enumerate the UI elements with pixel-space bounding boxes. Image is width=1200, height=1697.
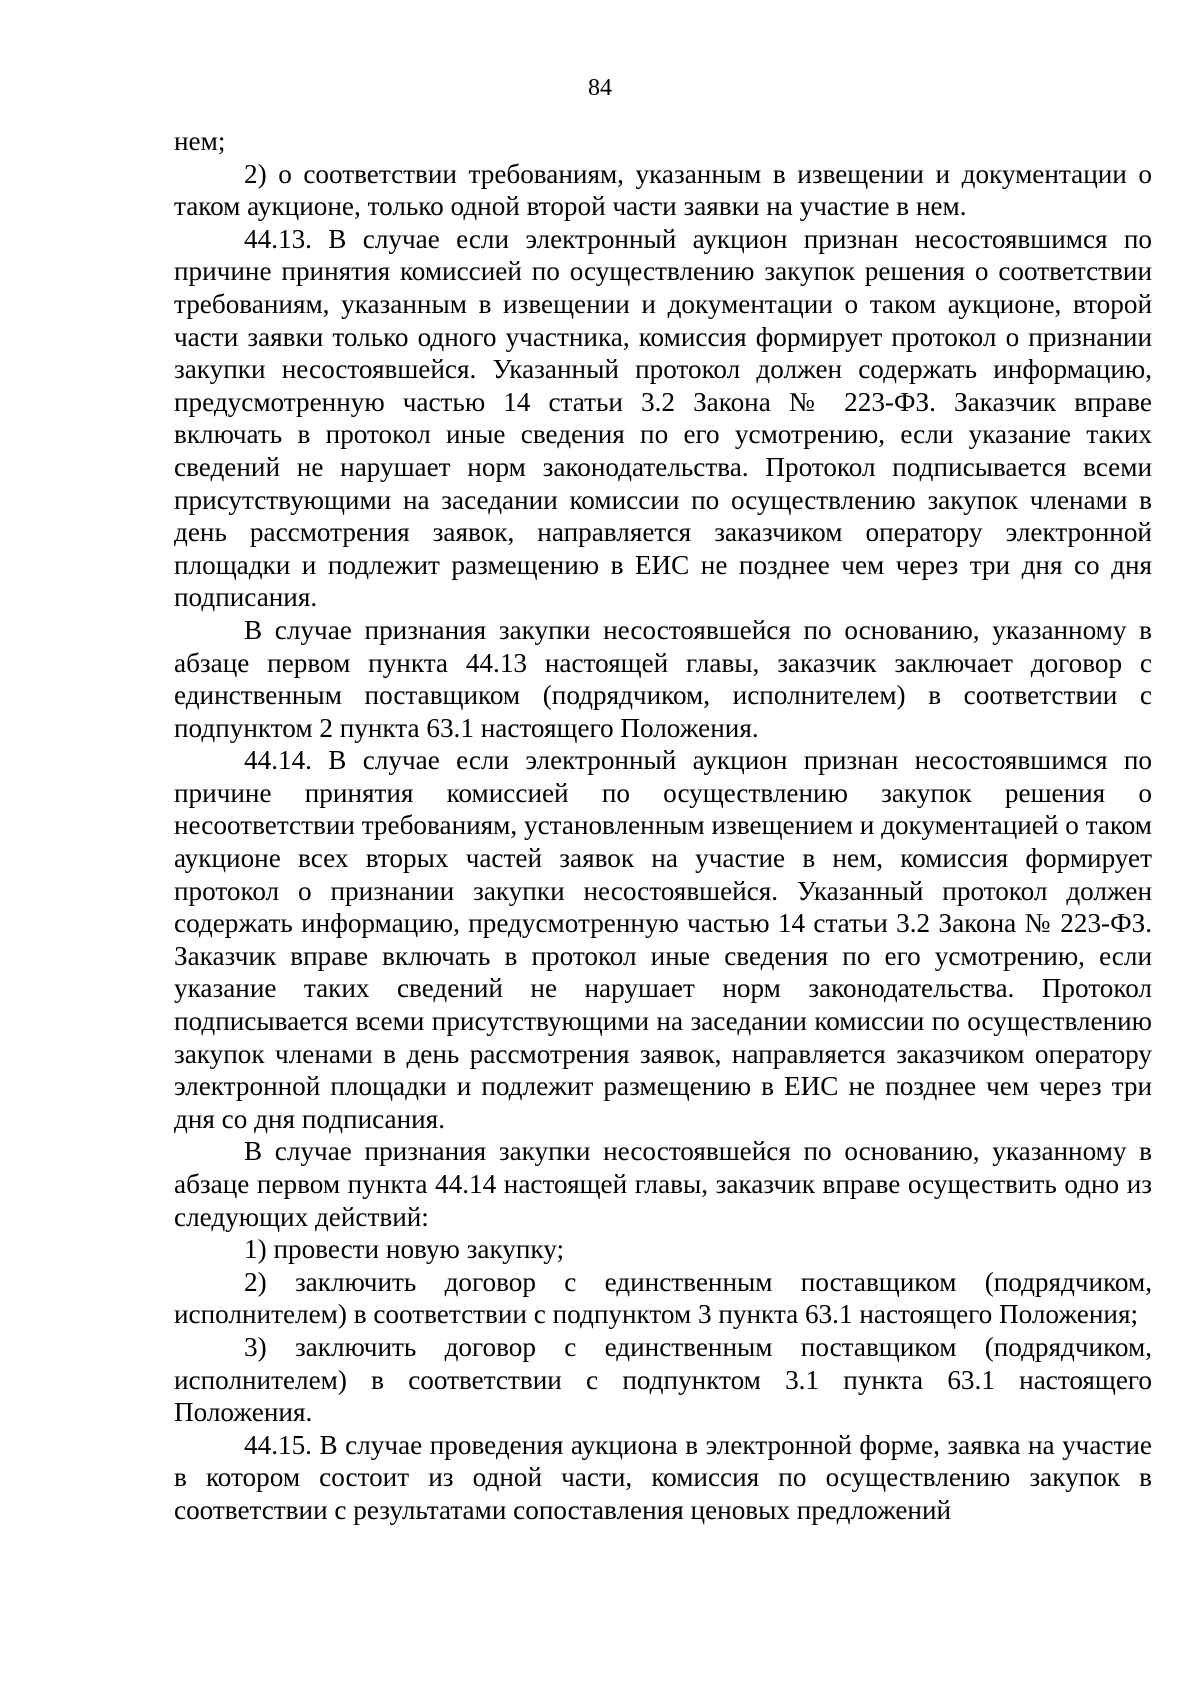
paragraph-44-13: 44.13. В случае если электронный аукцион признан несостоявшимся по причине принятия комиссией по осуществлению закупок решения о соответствии требованиям, указанным в извещении и документации о таком аукционе, второй части заявки только одного участника, комиссия формирует протокол о признании закупки несостоявшейся. Указанный протокол должен содержать информацию, предусмотренную частью 14 статьи 3.2 Закона № 223-ФЗ. Заказчик вправе включать в протокол иные сведения по его усмотрению, если указание таких сведений не нарушает норм законодательства. Протокол подписывается всеми присутствующими на заседании комиссии по осуществлению закупок членами в день рассмотрения заявок, направляется заказчиком оператору электронной площадки и подлежит размещению в ЕИС не позднее чем через три дня со дня подписания.	[174, 223, 1152, 613]
document-body	[174, 125, 1152, 1527]
list-item-1: 1) провести новую закупку;	[244, 1234, 565, 1265]
paragraph-continuation: нем;	[174, 126, 226, 156]
paragraph-item-2: 2) о соответствии требованиям, указанным в извещении и документации о таком аукционе, только одной второй части заявки на участие в нем.	[174, 158, 1152, 222]
paragraph-44-15: 44.15. В случае проведения аукциона в электронной форме, заявка на участие в котором состоит из одной части, комиссия по осуществлению закупок в соответствии с результатами сопоставления ценовых предложений	[174, 1429, 1152, 1525]
list-item-2: 2) заключить договор с единственным поставщиком (подрядчиком, исполнителем) в соответствии с подпунктом 3 пункта 63.1 настоящего Положения;	[174, 1266, 1152, 1330]
page-number: 84	[588, 75, 612, 101]
list-item-3: 3) заключить договор с единственным поставщиком (подрядчиком, исполнителем) в соответствии с подпунктом 3.1 пункта 63.1 настоящего Положения.	[174, 1331, 1152, 1428]
paragraph-44-13-consequence: В случае признания закупки несостоявшейся по основанию, указанному в абзаце первом пункта 44.13 настоящей главы, заказчик заключает договор с единственным поставщиком (подрядчиком, исполнителем) в соответствии с подпунктом 2 пункта 63.1 настоящего Положения.	[174, 614, 1152, 743]
paragraph-44-14-consequence: В случае признания закупки несостоявшейся по основанию, указанному в абзаце первом пункта 44.14 настоящей главы, заказчик вправе осуществить одно из следующих действий:	[174, 1136, 1152, 1232]
paragraph-44-14: 44.14. В случае если электронный аукцион признан несостоявшимся по причине принятия комиссией по осуществлению закупок решения о несоответствии требованиям, установленным извещением и документацией о таком аукционе всех вторых частей заявок на участие в нем, комиссия формирует протокол о признании закупки несостоявшейся. Указанный протокол должен содержать информацию, предусмотренную частью 14 статьи 3.2 Закона № 223-ФЗ. Заказчик вправе включать в протокол иные сведения по его усмотрению, если указание таких сведений не нарушает норм законодательства. Протокол подписывается всеми присутствующими на заседании комиссии по осуществлению закупок членами в день рассмотрения заявок, направляется заказчиком оператору электронной площадки и подлежит размещению в ЕИС не позднее чем через три дня со дня подписания.	[174, 745, 1152, 1134]
